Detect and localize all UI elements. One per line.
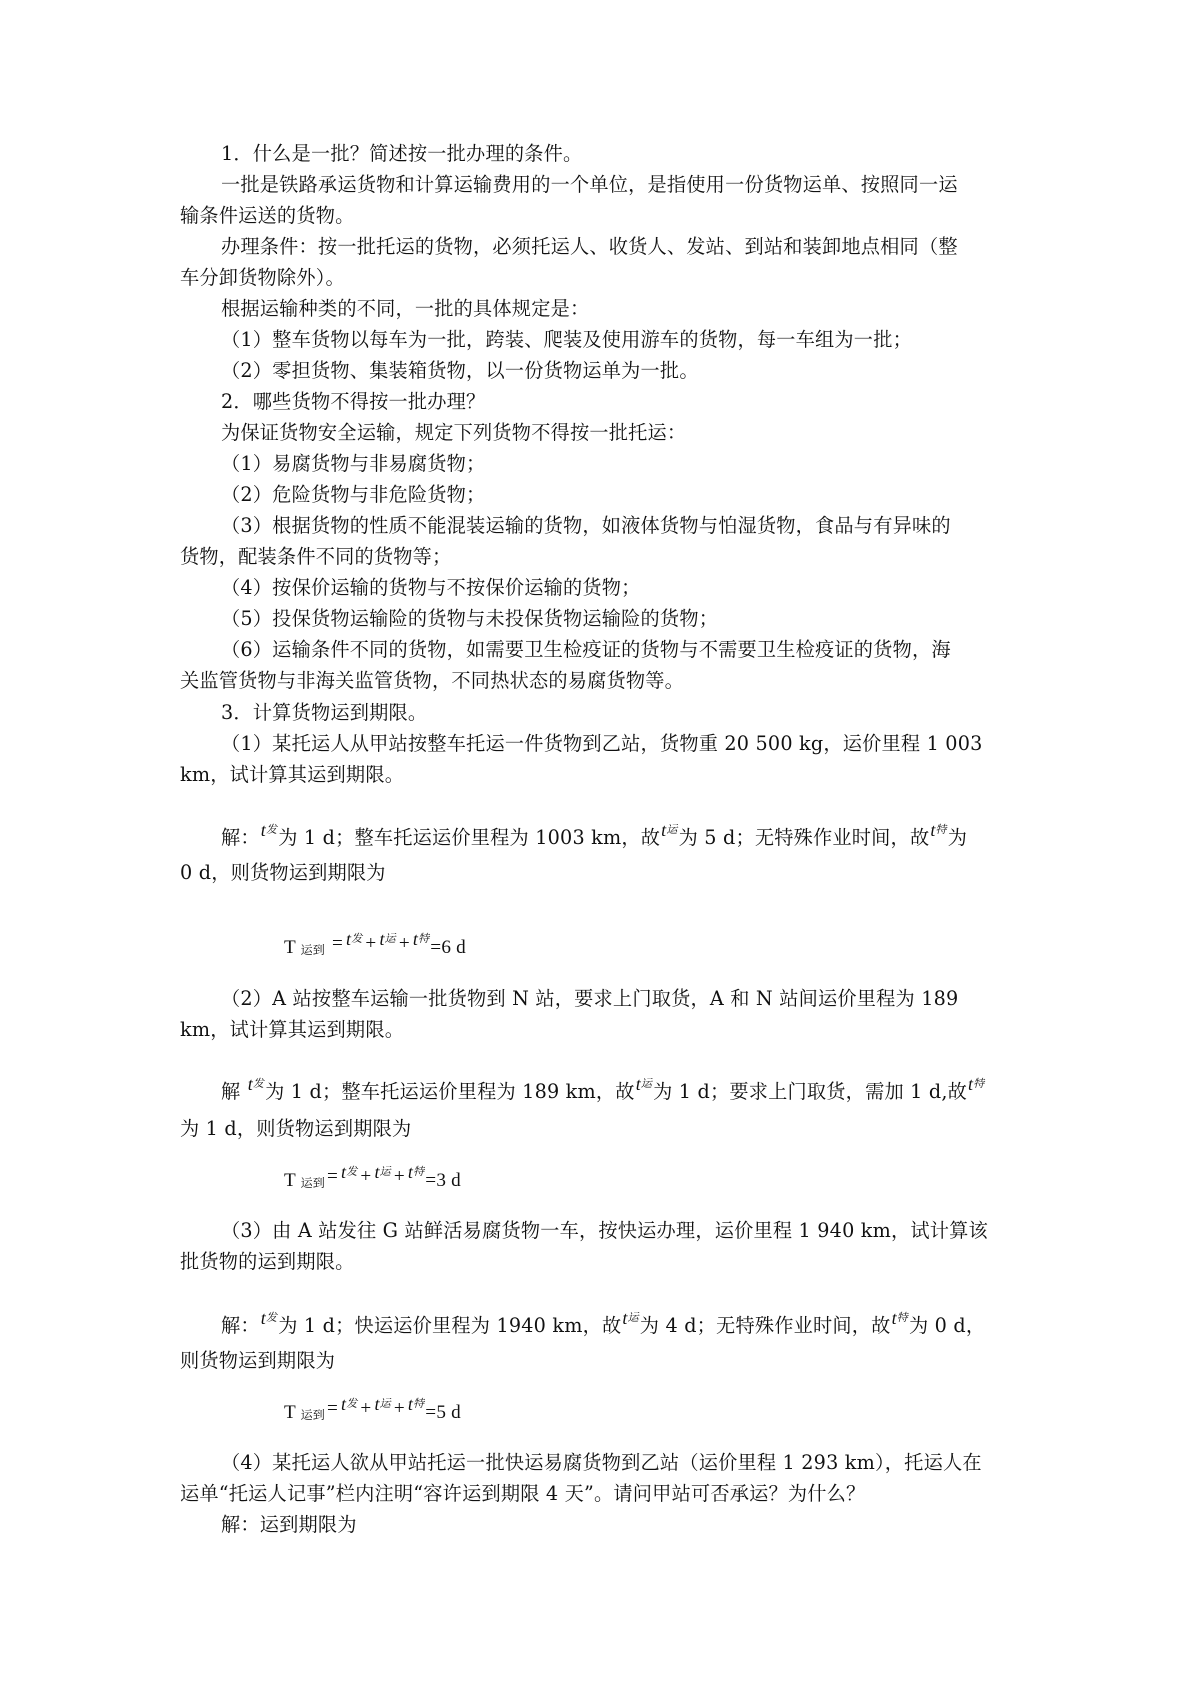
q3-problem-1-solution (221, 820, 968, 853)
q3-problem-4-cont: 运单“托运人记事”栏内注明“容许运到期限 4 天”。请问甲站可否承运？为什么？ (180, 1482, 866, 1505)
q2-list-item-1: （1）易腐货物与非易腐货物； (221, 452, 486, 475)
q1-paragraph-3: 根据运输种类的不同，一批的具体规定是： (221, 297, 590, 320)
solution-label: 解： (221, 1314, 260, 1337)
q2-list-item-6-cont: 关监管货物与非海关监管货物，不同热状态的易腐货物等。 (180, 669, 685, 692)
q2-heading: 2．哪些货物不得按一批办理？ (221, 390, 486, 413)
solution-text: 为 0 d， (908, 1314, 986, 1337)
q3-problem-4-solution: 解：运到期限为 (221, 1513, 357, 1536)
q3-problem-2-cont: km，试计算其运到期限。 (180, 1018, 405, 1041)
q3-problem-3-formula: T 运到 = t发 + t运 + t特=5 d (284, 1394, 461, 1423)
q2-list-item-6: （6）运输条件不同的货物，如需要卫生检疫证的货物与不需要卫生检疫证的货物，海 (221, 638, 951, 661)
t-te-symbol: t特 (930, 820, 947, 840)
t-yun-symbol: t运 (635, 1074, 653, 1094)
t-yun-symbol: t运 (661, 820, 678, 840)
solution-text: 为 (947, 826, 968, 849)
solution-text: 为 1 d；快运运价里程为 1940 km，故 (278, 1314, 622, 1337)
q1-list-item-2: （2）零担货物、集装箱货物，以一份货物运单为一批。 (221, 359, 699, 382)
t-fa-symbol: t发 (247, 1074, 265, 1094)
solution-text: 为 1 d；要求上门取货，需加 1 d,故 (653, 1080, 968, 1103)
q3-problem-1-cont: km，试计算其运到期限。 (180, 763, 405, 786)
q2-list-item-3-cont: 货物，配装条件不同的货物等； (180, 545, 452, 568)
q2-list-item-5: （5）投保货物运输险的货物与未投保货物运输险的货物； (221, 607, 719, 630)
solution-text: 为 1 d；整车托运运价里程为 1003 km，故 (278, 826, 661, 849)
q3-problem-4: （4）某托运人欲从甲站托运一批快运易腐货物到乙站（运价里程 1 293 km），托运人在 (221, 1451, 982, 1474)
solution-text: 为 1 d；整车托运运价里程为 189 km，故 (265, 1080, 635, 1103)
q3-problem-1-solution-cont: 0 d，则货物运到期限为 (180, 861, 386, 884)
q3-problem-3-cont: 批货物的运到期限。 (180, 1250, 355, 1273)
t-yun-symbol: t运 (622, 1308, 639, 1328)
q1-list-item-1: （1）整车货物以每车为一批，跨装、爬装及使用游车的货物，每一车组为一批； (221, 328, 912, 351)
q3-problem-2-formula: T 运到 = t发 + t运 + t特=3 d (284, 1162, 461, 1191)
q2-list-item-3: （3）根据货物的性质不能混装运输的货物，如液体货物与怕湿货物，食品与有异味的 (221, 514, 951, 537)
q1-paragraph-2-cont: 车分卸货物除外）。 (180, 266, 345, 289)
q3-problem-1: （1）某托运人从甲站按整车托运一件货物到乙站，货物重 20 500 kg，运价里程 1 003 (221, 732, 983, 755)
q3-problem-2-solution (221, 1074, 985, 1107)
t-fa-symbol: t发 (260, 1308, 278, 1328)
t-te-symbol: t特 (968, 1074, 985, 1094)
q3-problem-1-formula: T 运到 = t发 + t运 + t特=6 d (284, 929, 466, 958)
q1-paragraph-2: 办理条件：按一批托运的货物，必须托运人、收货人、发站、到站和装卸地点相同（整 (221, 235, 958, 258)
q1-paragraph-1-cont: 输条件运送的货物。 (180, 204, 355, 227)
q1-paragraph-1: 一批是铁路承运货物和计算运输费用的一个单位，是指使用一份货物运单、按照同一运 (221, 173, 958, 196)
t-te-symbol: t特 (891, 1308, 908, 1328)
t-fa-symbol: t发 (260, 820, 278, 840)
q3-problem-3: （3）由 A 站发往 G 站鲜活易腐货物一车，按快运办理，运价里程 1 940 km，试计算该 (221, 1219, 988, 1242)
solution-label: 解： (221, 826, 260, 849)
q2-list-item-2: （2）危险货物与非危险货物； (221, 483, 486, 506)
q2-intro: 为保证货物安全运输，规定下列货物不得按一批托运： (221, 421, 687, 444)
q3-problem-2: （2）A 站按整车运输一批货物到 N 站，要求上门取货，A 和 N 站间运价里程为 189 (221, 987, 959, 1010)
q3-heading: 3．计算货物运到期限。 (221, 701, 428, 724)
q3-problem-3-solution-cont: 则货物运到期限为 (180, 1349, 336, 1372)
q3-problem-3-solution (221, 1308, 986, 1341)
solution-text: 为 5 d；无特殊作业时间，故 (678, 826, 930, 849)
q1-heading: 1．什么是一批？简述按一批办理的条件。 (221, 142, 583, 165)
q3-problem-2-solution-cont: 为 1 d，则货物运到期限为 (180, 1117, 412, 1140)
solution-text: 为 4 d；无特殊作业时间，故 (639, 1314, 891, 1337)
solution-label: 解 (221, 1080, 241, 1103)
q2-list-item-4: （4）按保价运输的货物与不按保价运输的货物； (221, 576, 641, 599)
